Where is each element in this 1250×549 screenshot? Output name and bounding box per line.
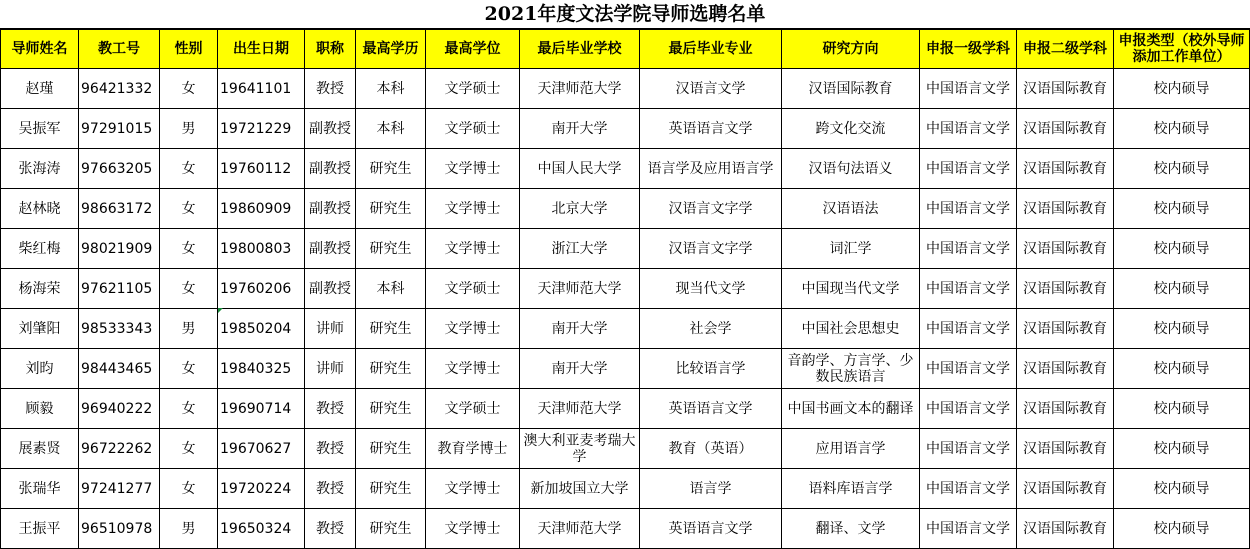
cell-title[interactable]: 副教授: [305, 229, 356, 269]
cell-primary-discipline[interactable]: 中国语言文学: [920, 309, 1017, 349]
cell-staff-id[interactable]: 97663205: [79, 149, 160, 189]
cell-education[interactable]: 研究生: [356, 389, 426, 429]
cell-title[interactable]: 讲师: [305, 309, 356, 349]
cell-education[interactable]: 研究生: [356, 229, 426, 269]
cell-birth-date[interactable]: 19670627: [218, 429, 305, 469]
cell-school[interactable]: 澳大利亚麦考瑞大学: [520, 429, 640, 469]
comment-indicator: [218, 308, 223, 313]
sheet-title: 2021年度文法学院导师选聘名单: [0, 0, 1250, 29]
cell-major[interactable]: 汉语言文字学: [640, 189, 782, 229]
cell-gender[interactable]: 女: [160, 189, 218, 229]
cell-major[interactable]: 教育（英语）: [640, 429, 782, 469]
cell-secondary-discipline[interactable]: 汉语国际教育: [1017, 109, 1114, 149]
col-header-gender[interactable]: 性别: [160, 30, 218, 69]
cell-secondary-discipline[interactable]: 汉语国际教育: [1017, 469, 1114, 509]
table-row: [1, 189, 1250, 229]
cell-birth-date[interactable]: 19690714: [218, 389, 305, 429]
cell-education[interactable]: 研究生: [356, 429, 426, 469]
cell-school[interactable]: 天津师范大学: [520, 509, 640, 549]
cell-research[interactable]: 汉语语法: [782, 189, 920, 229]
cell-gender[interactable]: 女: [160, 389, 218, 429]
cell-application-type[interactable]: 校内硕导: [1114, 229, 1250, 269]
cell-title[interactable]: 副教授: [305, 189, 356, 229]
cell-research[interactable]: 中国书画文本的翻译: [782, 389, 920, 429]
cell-name[interactable]: 张海涛: [1, 149, 79, 189]
col-header-name[interactable]: 导师姓名: [1, 30, 79, 69]
cell-staff-id[interactable]: 97241277: [79, 469, 160, 509]
cell-school[interactable]: 天津师范大学: [520, 389, 640, 429]
cell-birth-date[interactable]: 19760112: [218, 149, 305, 189]
cell-name[interactable]: 展素贤: [1, 429, 79, 469]
cell-primary-discipline[interactable]: 中国语言文学: [920, 149, 1017, 189]
cell-staff-id[interactable]: 98533343: [79, 309, 160, 349]
cell-name[interactable]: 吴振军: [1, 109, 79, 149]
table-row: [1, 69, 1250, 109]
cell-name[interactable]: 赵林晓: [1, 189, 79, 229]
cell-degree[interactable]: 文学硕士: [426, 69, 520, 109]
col-header-school[interactable]: 最后毕业学校: [520, 30, 640, 69]
cell-major[interactable]: 现当代文学: [640, 269, 782, 309]
col-header-staff-id[interactable]: 教工号: [79, 30, 160, 69]
cell-gender[interactable]: 女: [160, 69, 218, 109]
cell-major[interactable]: 英语语言文学: [640, 109, 782, 149]
cell-staff-id[interactable]: 98021909: [79, 229, 160, 269]
cell-gender[interactable]: 男: [160, 509, 218, 549]
cell-application-type[interactable]: 校内硕导: [1114, 269, 1250, 309]
cell-education[interactable]: 本科: [356, 69, 426, 109]
cell-title[interactable]: 教授: [305, 429, 356, 469]
cell-staff-id[interactable]: 98443465: [79, 349, 160, 389]
col-header-research[interactable]: 研究方向: [782, 30, 920, 69]
cell-gender[interactable]: 女: [160, 429, 218, 469]
cell-application-type[interactable]: 校内硕导: [1114, 109, 1250, 149]
cell-education[interactable]: 本科: [356, 109, 426, 149]
table-row: [1, 269, 1250, 309]
cell-secondary-discipline[interactable]: 汉语国际教育: [1017, 349, 1114, 389]
cell-research[interactable]: 词汇学: [782, 229, 920, 269]
cell-research[interactable]: 翻译、文学: [782, 509, 920, 549]
cell-degree[interactable]: 文学硕士: [426, 109, 520, 149]
cell-gender[interactable]: 女: [160, 229, 218, 269]
cell-gender[interactable]: 女: [160, 469, 218, 509]
cell-major[interactable]: 汉语言文学: [640, 69, 782, 109]
cell-birth-date[interactable]: 19840325: [218, 349, 305, 389]
cell-title[interactable]: 教授: [305, 389, 356, 429]
cell-secondary-discipline[interactable]: 汉语国际教育: [1017, 69, 1114, 109]
cell-gender[interactable]: 男: [160, 109, 218, 149]
col-header-primary-discipline[interactable]: 申报一级学科: [920, 30, 1017, 69]
cell-staff-id[interactable]: 96510978: [79, 509, 160, 549]
cell-staff-id[interactable]: 96421332: [79, 69, 160, 109]
cell-application-type[interactable]: 校内硕导: [1114, 309, 1250, 349]
table-row: [1, 389, 1250, 429]
cell-staff-id[interactable]: 96940222: [79, 389, 160, 429]
col-header-title[interactable]: 职称: [305, 30, 356, 69]
cell-school[interactable]: 南开大学: [520, 109, 640, 149]
cell-secondary-discipline[interactable]: 汉语国际教育: [1017, 429, 1114, 469]
cell-school[interactable]: 天津师范大学: [520, 269, 640, 309]
cell-staff-id[interactable]: 96722262: [79, 429, 160, 469]
cell-major[interactable]: 英语语言文学: [640, 509, 782, 549]
cell-gender[interactable]: 女: [160, 269, 218, 309]
cell-application-type[interactable]: 校内硕导: [1114, 429, 1250, 469]
cell-secondary-discipline[interactable]: 汉语国际教育: [1017, 269, 1114, 309]
cell-application-type[interactable]: 校内硕导: [1114, 469, 1250, 509]
col-header-education[interactable]: 最高学历: [356, 30, 426, 69]
cell-name[interactable]: 刘昀: [1, 349, 79, 389]
cell-secondary-discipline[interactable]: 汉语国际教育: [1017, 389, 1114, 429]
table-row: [1, 149, 1250, 189]
cell-gender[interactable]: 女: [160, 149, 218, 189]
cell-birth-date[interactable]: 19721229: [218, 109, 305, 149]
cell-education[interactable]: 研究生: [356, 309, 426, 349]
cell-education[interactable]: 研究生: [356, 469, 426, 509]
table-row: [1, 349, 1250, 389]
cell-staff-id[interactable]: 97621105: [79, 269, 160, 309]
cell-degree[interactable]: 文学博士: [426, 229, 520, 269]
cell-major[interactable]: 比较语言学: [640, 349, 782, 389]
cell-research[interactable]: 语料库语言学: [782, 469, 920, 509]
cell-name[interactable]: 赵瑾: [1, 69, 79, 109]
table-row: [1, 309, 1250, 349]
cell-primary-discipline[interactable]: 中国语言文学: [920, 429, 1017, 469]
cell-staff-id[interactable]: 97291015: [79, 109, 160, 149]
cell-education[interactable]: 研究生: [356, 149, 426, 189]
cell-name[interactable]: 刘肇阳: [1, 309, 79, 349]
cell-primary-discipline[interactable]: 中国语言文学: [920, 349, 1017, 389]
cell-birth-date[interactable]: 19800803: [218, 229, 305, 269]
col-header-major[interactable]: 最后毕业专业: [640, 30, 782, 69]
cell-birth-date[interactable]: 19860909: [218, 189, 305, 229]
mentor-table: [0, 29, 1250, 549]
cell-degree[interactable]: 文学博士: [426, 189, 520, 229]
cell-primary-discipline[interactable]: 中国语言文学: [920, 229, 1017, 269]
cell-major[interactable]: 汉语言文字学: [640, 229, 782, 269]
cell-primary-discipline[interactable]: 中国语言文学: [920, 469, 1017, 509]
cell-birth-date[interactable]: 19720224: [218, 469, 305, 509]
cell-title[interactable]: 教授: [305, 69, 356, 109]
cell-research[interactable]: 汉语国际教育: [782, 69, 920, 109]
cell-research[interactable]: 中国社会思想史: [782, 309, 920, 349]
cell-education[interactable]: 本科: [356, 269, 426, 309]
cell-staff-id[interactable]: 98663172: [79, 189, 160, 229]
cell-research[interactable]: 应用语言学: [782, 429, 920, 469]
cell-name[interactable]: 杨海荣: [1, 269, 79, 309]
cell-birth-date[interactable]: 19850204: [218, 309, 305, 349]
cell-degree[interactable]: 文学硕士: [426, 389, 520, 429]
cell-primary-discipline[interactable]: 中国语言文学: [920, 69, 1017, 109]
cell-application-type[interactable]: 校内硕导: [1114, 349, 1250, 389]
header-row: [1, 30, 1250, 69]
cell-school[interactable]: 北京大学: [520, 189, 640, 229]
col-header-birth-date[interactable]: 出生日期: [218, 30, 305, 69]
cell-school[interactable]: 浙江大学: [520, 229, 640, 269]
cell-school[interactable]: 中国人民大学: [520, 149, 640, 189]
cell-school[interactable]: 南开大学: [520, 309, 640, 349]
table-row: [1, 429, 1250, 469]
table-row: [1, 229, 1250, 269]
cell-application-type[interactable]: 校内硕导: [1114, 149, 1250, 189]
cell-major[interactable]: 英语语言文学: [640, 389, 782, 429]
cell-degree[interactable]: 教育学博士: [426, 429, 520, 469]
cell-title[interactable]: 副教授: [305, 269, 356, 309]
cell-secondary-discipline[interactable]: 汉语国际教育: [1017, 189, 1114, 229]
cell-secondary-discipline[interactable]: 汉语国际教育: [1017, 309, 1114, 349]
cell-school[interactable]: 天津师范大学: [520, 69, 640, 109]
cell-birth-date[interactable]: 19760206: [218, 269, 305, 309]
col-header-application-type[interactable]: 申报类型（校外导师添加工作单位）: [1114, 30, 1250, 69]
cell-degree[interactable]: 文学博士: [426, 149, 520, 189]
cell-school[interactable]: 南开大学: [520, 349, 640, 389]
cell-application-type[interactable]: 校内硕导: [1114, 389, 1250, 429]
cell-major[interactable]: 语言学及应用语言学: [640, 149, 782, 189]
cell-research[interactable]: 汉语句法语义: [782, 149, 920, 189]
cell-degree[interactable]: 文学博士: [426, 309, 520, 349]
cell-major[interactable]: 语言学: [640, 469, 782, 509]
cell-primary-discipline[interactable]: 中国语言文学: [920, 509, 1017, 549]
cell-name[interactable]: 张瑞华: [1, 469, 79, 509]
cell-title[interactable]: 教授: [305, 469, 356, 509]
cell-title[interactable]: 讲师: [305, 349, 356, 389]
table-row: [1, 469, 1250, 509]
cell-title[interactable]: 副教授: [305, 149, 356, 189]
cell-secondary-discipline[interactable]: 汉语国际教育: [1017, 229, 1114, 269]
cell-primary-discipline[interactable]: 中国语言文学: [920, 109, 1017, 149]
cell-education[interactable]: 研究生: [356, 509, 426, 549]
cell-application-type[interactable]: 校内硕导: [1114, 509, 1250, 549]
col-header-secondary-discipline[interactable]: 申报二级学科: [1017, 30, 1114, 69]
cell-research[interactable]: 中国现当代文学: [782, 269, 920, 309]
cell-education[interactable]: 研究生: [356, 189, 426, 229]
cell-title[interactable]: 教授: [305, 509, 356, 549]
cell-title[interactable]: 副教授: [305, 109, 356, 149]
cell-application-type[interactable]: 校内硕导: [1114, 189, 1250, 229]
cell-degree[interactable]: 文学博士: [426, 509, 520, 549]
cell-research[interactable]: 跨文化交流: [782, 109, 920, 149]
cell-gender[interactable]: 女: [160, 349, 218, 389]
cell-gender[interactable]: 男: [160, 309, 218, 349]
table-row: [1, 109, 1250, 149]
cell-primary-discipline[interactable]: 中国语言文学: [920, 269, 1017, 309]
cell-secondary-discipline[interactable]: 汉语国际教育: [1017, 149, 1114, 189]
cell-degree[interactable]: 文学博士: [426, 469, 520, 509]
cell-degree[interactable]: 文学博士: [426, 349, 520, 389]
cell-research[interactable]: 音韵学、方言学、少数民族语言: [782, 349, 920, 389]
cell-degree[interactable]: 文学硕士: [426, 269, 520, 309]
col-header-degree[interactable]: 最高学位: [426, 30, 520, 69]
cell-birth-date[interactable]: 19641101: [218, 69, 305, 109]
cell-education[interactable]: 研究生: [356, 349, 426, 389]
cell-application-type[interactable]: 校内硕导: [1114, 69, 1250, 109]
cell-primary-discipline[interactable]: 中国语言文学: [920, 189, 1017, 229]
cell-name[interactable]: 王振平: [1, 509, 79, 549]
cell-birth-date[interactable]: 19650324: [218, 509, 305, 549]
cell-major[interactable]: 社会学: [640, 309, 782, 349]
cell-name[interactable]: 顾毅: [1, 389, 79, 429]
cell-primary-discipline[interactable]: 中国语言文学: [920, 389, 1017, 429]
cell-secondary-discipline[interactable]: 汉语国际教育: [1017, 509, 1114, 549]
table-row: [1, 509, 1250, 549]
cell-school[interactable]: 新加坡国立大学: [520, 469, 640, 509]
cell-name[interactable]: 柴红梅: [1, 229, 79, 269]
